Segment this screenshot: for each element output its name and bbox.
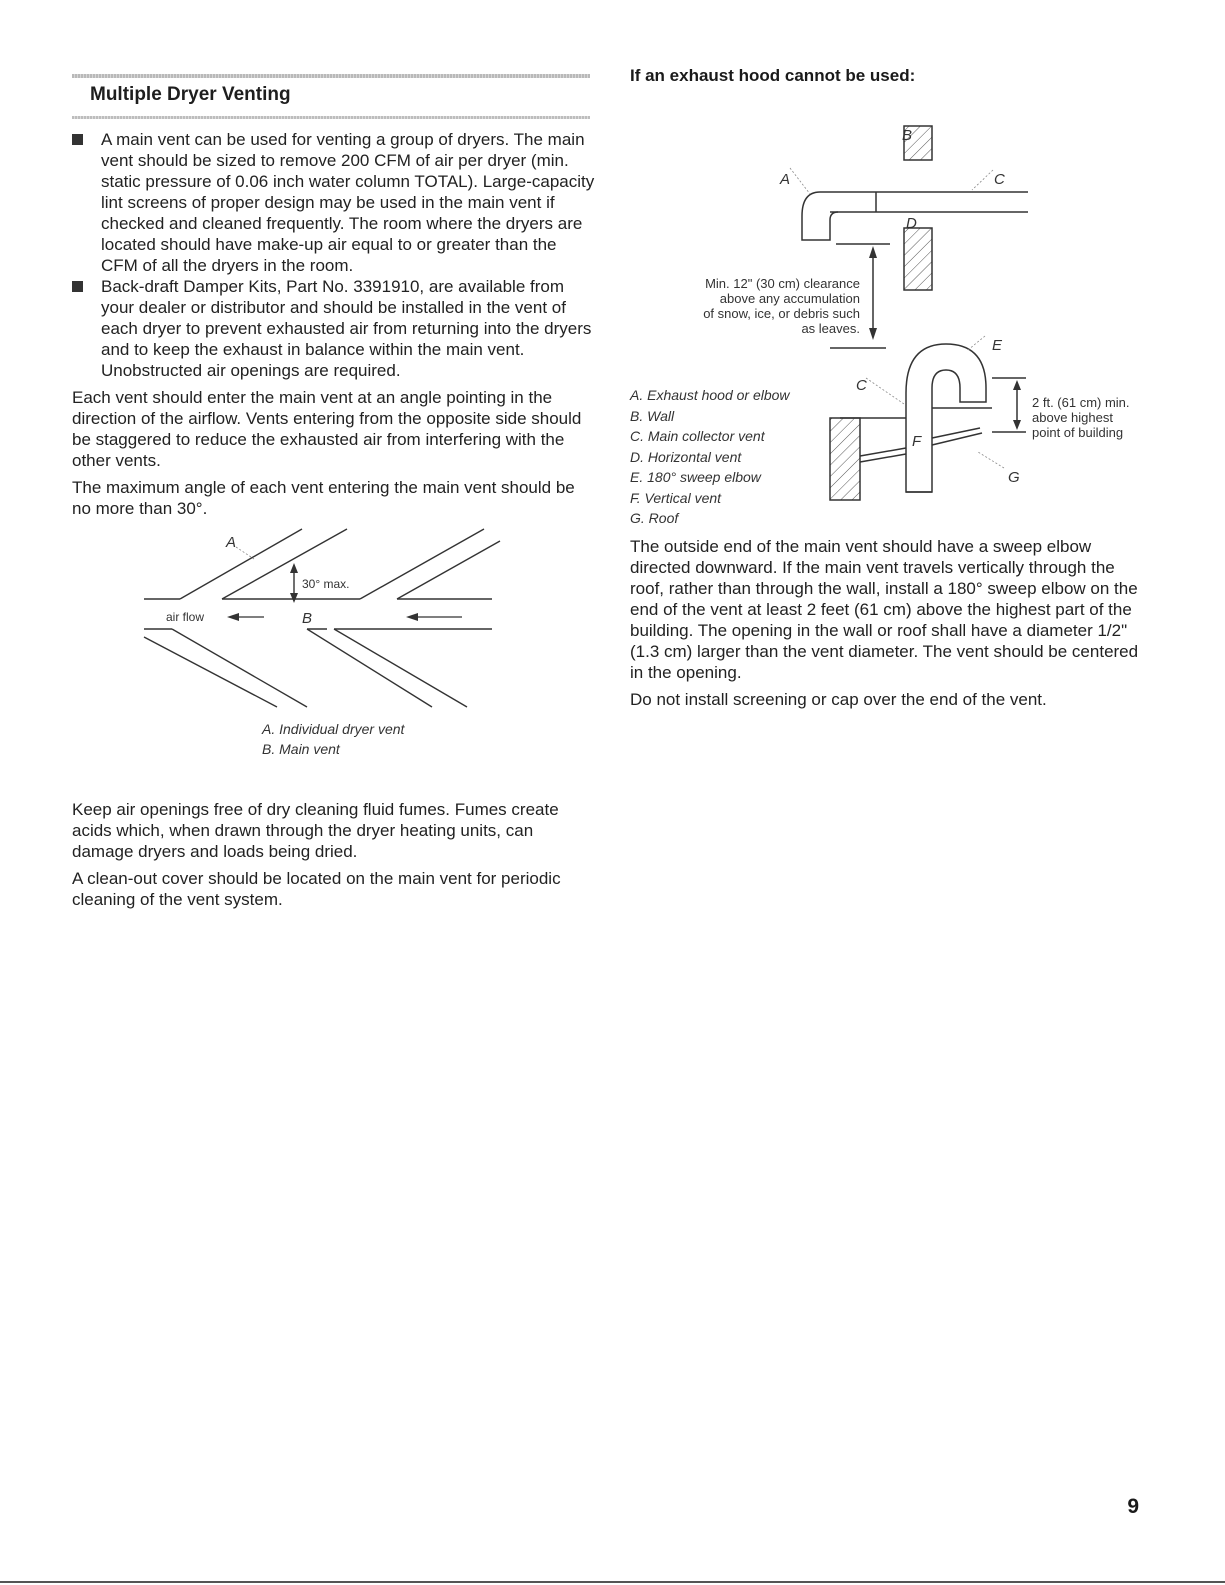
bullet-text: Back-draft Damper Kits, Part No. 3391910, are available from your dealer or distributor and should be installed in the vent of each dryer to prevent exhausted air from returning into the dryers and to keep the exhaust in balance within the main vent. Unobstructed air openings are required.	[101, 277, 592, 380]
bullet-list	[72, 129, 598, 381]
fig2-label-g: G	[1008, 469, 1020, 486]
clearance-line: Min. 12" (30 cm) clearance	[705, 276, 860, 291]
header-rule-top	[72, 74, 590, 78]
clearance-line: of snow, ice, or debris such	[703, 306, 860, 321]
fig2-label-c2: C	[856, 377, 867, 394]
figure2-legend	[630, 385, 790, 529]
fig2-label-c: C	[994, 171, 1005, 188]
two-ft-line: point of building	[1032, 425, 1124, 440]
figure1-captions	[262, 719, 404, 759]
legend-item: F. Vertical vent	[630, 489, 722, 506]
fig2-label-e: E	[992, 337, 1003, 354]
paragraph-cleanout: A clean-out cover should be located on the main vent for periodic cleaning of the vent system.	[72, 869, 561, 909]
paragraph-max-angle: The maximum angle of each vent entering the main vent should be no more than 30°.	[72, 478, 575, 518]
two-ft-line: 2 ft. (61 cm) min.	[1032, 395, 1130, 410]
fig2-label-b: B	[902, 127, 913, 144]
legend-item: B. Wall	[630, 407, 675, 424]
two-foot-note	[1032, 395, 1152, 440]
bullet-square-icon	[72, 134, 83, 145]
page-bottom-rule	[0, 1581, 1225, 1583]
legend-item: E. 180° sweep elbow	[630, 469, 761, 485]
legend-item: A. Exhaust hood or elbow	[630, 387, 790, 403]
section-header	[72, 68, 598, 120]
bullet-text: A main vent can be used for venting a group of dryers. The main vent should be sized to remove 200 CFM of air per dryer (min. static pressure of 0.06 inch water column TOTAL). Large-capacity lint screens of proper design may be used in the main vent if checked and cleaned frequently. The room where the dryers are located should have make-up air equal to or greater than the CFM of all the dryers in the room.	[101, 130, 595, 275]
fig1-angle-label: 30° max.	[302, 577, 350, 591]
right-column	[630, 66, 1150, 710]
bullet-square-icon	[72, 281, 83, 292]
legend-item: C. Main collector vent	[630, 428, 765, 444]
figure-exhaust-options	[630, 88, 1190, 528]
fig2-label-f: F	[912, 433, 922, 450]
clearance-line: as leaves.	[801, 321, 860, 336]
fig1-label-b: B	[302, 610, 313, 627]
paragraph-screening: Do not install screening or cap over the end of the vent.	[630, 690, 1047, 709]
paragraph-fumes: Keep air openings free of dry cleaning fluid fumes. Fumes create acids which, when drawn through the dryer heating units, can damage dryers and loads being dried.	[72, 800, 559, 861]
header-rule-bottom	[72, 116, 590, 119]
bullet-item	[72, 129, 598, 276]
two-ft-line: above highest	[1032, 410, 1113, 425]
legend-item: G. Roof	[630, 510, 679, 526]
fig1-airflow-label: air flow	[166, 610, 205, 624]
caption-b: B. Main vent	[262, 741, 340, 757]
caption-a: A. Individual dryer vent	[262, 721, 405, 737]
left-column	[72, 68, 598, 910]
paragraph-outside-end: The outside end of the main vent should have a sweep elbow directed downward. If the main vent travels vertically through the roof, rather than through the wall, install a 180° sweep elbow on the end of the vent at least 2 feet (61 cm) above the highest part of the building. The opening in the wall or roof shall have a diameter 1/2" (1.3 cm) larger than the vent diameter. The vent should be centered in the opening.	[630, 537, 1139, 682]
bullet-item	[72, 276, 598, 381]
legend-item: D. Horizontal vent	[630, 448, 742, 465]
clearance-note	[660, 276, 860, 336]
section-title: Multiple Dryer Venting	[90, 84, 291, 105]
paragraph-angle: Each vent should enter the main vent at an angle pointing in the direction of the airflow. Vents entering from the opposite side should be staggered to reduce the exhausted air from interfering with the other vents.	[72, 388, 582, 470]
page-number: 9	[1127, 1495, 1139, 1518]
fig2-label-d: D	[906, 215, 917, 232]
fig1-label-a: A	[226, 534, 237, 551]
right-subheading: If an exhaust hood cannot be used:	[630, 66, 916, 85]
figure-dryer-vent-angles	[72, 527, 598, 772]
fig2-label-a: A	[780, 171, 791, 188]
clearance-line: above any accumulation	[719, 291, 860, 306]
